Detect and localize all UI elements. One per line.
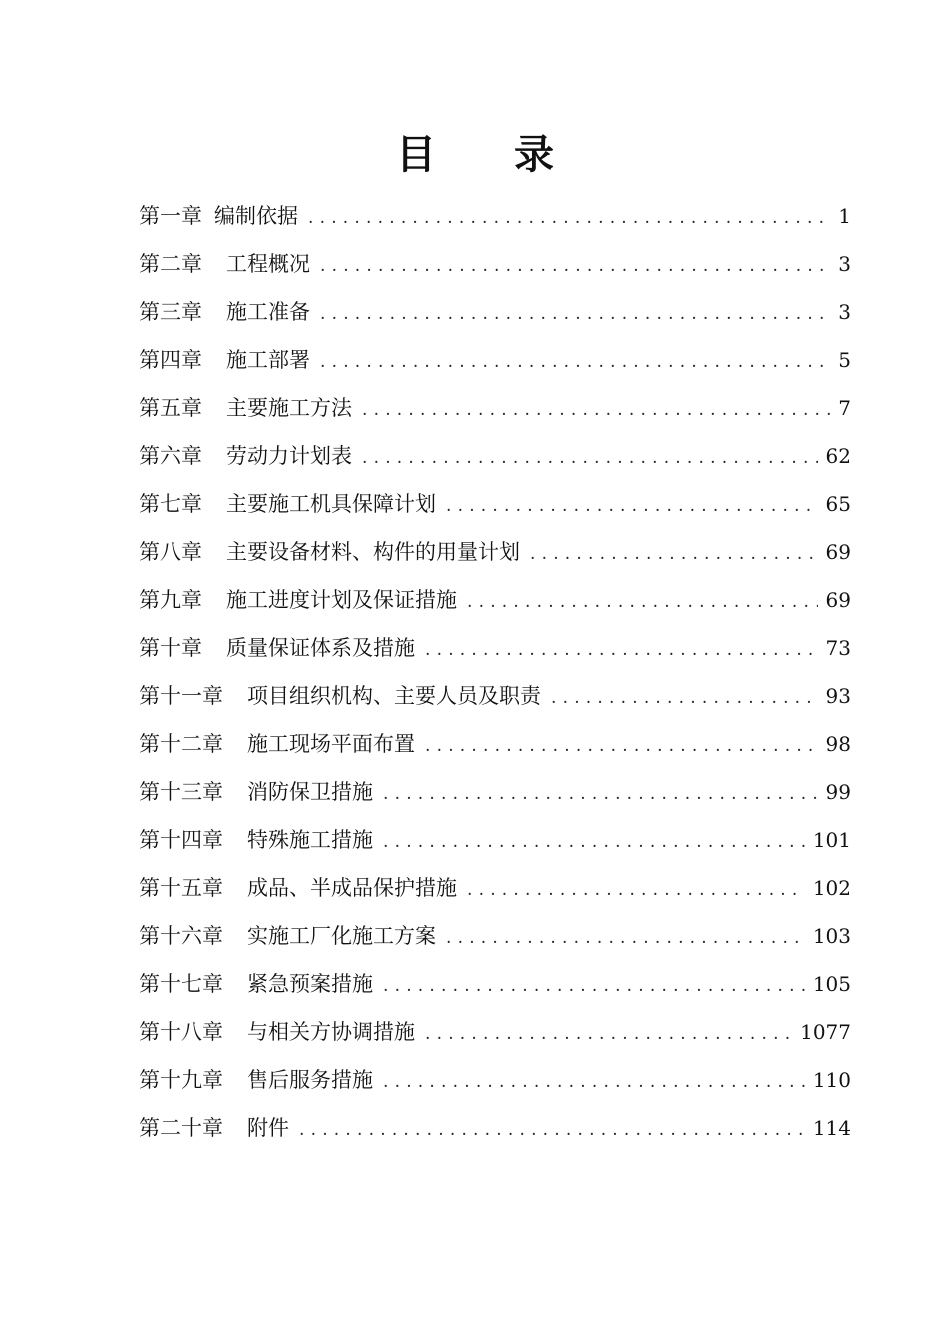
toc-page-number: 62 — [825, 444, 851, 468]
toc-chapter-title: 紧急预案措施 — [247, 972, 373, 996]
toc-entry-17[interactable] — [139, 960, 851, 1008]
toc-dot-leader — [320, 338, 830, 386]
toc-chapter-title: 施工进度计划及保证措施 — [226, 588, 457, 612]
toc-entry-15[interactable] — [139, 864, 851, 912]
toc-dot-leader — [425, 1010, 792, 1058]
toc-page-number: 1 — [838, 204, 851, 228]
toc-entry-2[interactable] — [139, 240, 851, 288]
toc-dot-leader — [530, 530, 818, 578]
toc-chapter-number: 第十二章 — [139, 732, 223, 756]
toc-page-number: 103 — [812, 924, 851, 948]
toc-chapter-number: 第七章 — [139, 492, 202, 516]
toc-page-number: 1077 — [800, 1020, 851, 1044]
toc-chapter-number: 第九章 — [139, 588, 202, 612]
toc-chapter-title: 劳动力计划表 — [226, 444, 352, 468]
toc-page-number: 65 — [825, 492, 851, 516]
toc-chapter-number: 第二十章 — [139, 1116, 223, 1140]
toc-dot-leader — [320, 290, 830, 338]
toc-chapter-title: 编制依据 — [214, 204, 298, 228]
toc-chapter-title: 成品、半成品保护措施 — [247, 876, 457, 900]
toc-dot-leader — [446, 914, 805, 962]
toc-chapter-title: 施工部署 — [226, 348, 310, 372]
toc-chapter-number: 第十九章 — [139, 1068, 223, 1092]
toc-dot-leader — [383, 1058, 805, 1106]
title-char-lu: 录 — [514, 130, 554, 178]
toc-entry-14[interactable] — [139, 816, 851, 864]
table-of-contents — [139, 192, 851, 1152]
toc-chapter-title: 施工准备 — [226, 300, 310, 324]
toc-chapter-title: 项目组织机构、主要人员及职责 — [247, 684, 541, 708]
toc-entry-9[interactable] — [139, 576, 851, 624]
toc-dot-leader — [299, 1106, 805, 1154]
toc-page-number: 110 — [812, 1068, 851, 1092]
toc-chapter-number: 第八章 — [139, 540, 202, 564]
toc-chapter-number: 第五章 — [139, 396, 202, 420]
toc-page-number: 105 — [812, 972, 851, 996]
toc-entry-18[interactable] — [139, 1008, 851, 1056]
toc-dot-leader — [467, 866, 805, 914]
toc-page-number: 3 — [838, 252, 851, 276]
toc-dot-leader — [467, 578, 818, 626]
toc-entry-16[interactable] — [139, 912, 851, 960]
toc-entry-1[interactable] — [139, 192, 851, 240]
toc-chapter-number: 第十七章 — [139, 972, 223, 996]
toc-entry-4[interactable] — [139, 336, 851, 384]
toc-chapter-title: 与相关方协调措施 — [247, 1020, 415, 1044]
toc-chapter-number: 第四章 — [139, 348, 202, 372]
toc-entry-6[interactable] — [139, 432, 851, 480]
toc-page-number: 98 — [825, 732, 851, 756]
toc-entry-7[interactable] — [139, 480, 851, 528]
toc-chapter-number: 第一章 — [139, 204, 202, 228]
toc-page-number: 102 — [812, 876, 851, 900]
toc-dot-leader — [383, 818, 805, 866]
toc-chapter-title: 实施工厂化施工方案 — [247, 924, 436, 948]
toc-entry-10[interactable] — [139, 624, 851, 672]
toc-page-number: 69 — [825, 540, 851, 564]
toc-chapter-title: 主要施工机具保障计划 — [226, 492, 436, 516]
toc-chapter-title: 施工现场平面布置 — [247, 732, 415, 756]
toc-dot-leader — [446, 482, 818, 530]
toc-page-number: 101 — [812, 828, 851, 852]
toc-chapter-title: 主要设备材料、构件的用量计划 — [226, 540, 520, 564]
toc-dot-leader — [362, 434, 818, 482]
toc-entry-11[interactable] — [139, 672, 851, 720]
toc-page-number: 7 — [838, 396, 851, 420]
toc-chapter-number: 第六章 — [139, 444, 202, 468]
toc-dot-leader — [383, 770, 818, 818]
toc-chapter-title: 特殊施工措施 — [247, 828, 373, 852]
toc-page-number: 114 — [812, 1116, 851, 1140]
toc-chapter-number: 第十章 — [139, 636, 202, 660]
toc-page-number: 3 — [838, 300, 851, 324]
toc-chapter-title: 质量保证体系及措施 — [226, 636, 415, 660]
toc-chapter-title: 附件 — [247, 1116, 289, 1140]
toc-page-number: 69 — [825, 588, 851, 612]
toc-chapter-title: 主要施工方法 — [226, 396, 352, 420]
toc-page-number: 5 — [838, 348, 851, 372]
toc-chapter-title: 工程概况 — [226, 252, 310, 276]
toc-chapter-number: 第十五章 — [139, 876, 223, 900]
toc-dot-leader — [551, 674, 818, 722]
toc-chapter-title: 消防保卫措施 — [247, 780, 373, 804]
toc-chapter-number: 第十六章 — [139, 924, 223, 948]
toc-dot-leader — [362, 386, 830, 434]
toc-page-number: 73 — [825, 636, 851, 660]
toc-entry-8[interactable] — [139, 528, 851, 576]
toc-chapter-number: 第三章 — [139, 300, 202, 324]
toc-dot-leader — [308, 194, 830, 242]
toc-dot-leader — [320, 242, 830, 290]
toc-chapter-title: 售后服务措施 — [247, 1068, 373, 1092]
title-char-mu: 目 — [396, 130, 436, 178]
toc-dot-leader — [425, 722, 818, 770]
toc-entry-3[interactable] — [139, 288, 851, 336]
toc-entry-20[interactable] — [139, 1104, 851, 1152]
toc-page-number: 99 — [825, 780, 851, 804]
toc-page-number: 93 — [825, 684, 851, 708]
toc-entry-13[interactable] — [139, 768, 851, 816]
toc-dot-leader — [425, 626, 818, 674]
toc-chapter-number: 第十三章 — [139, 780, 223, 804]
toc-entry-12[interactable] — [139, 720, 851, 768]
toc-chapter-number: 第十一章 — [139, 684, 223, 708]
page-title — [0, 127, 950, 183]
toc-chapter-number: 第二章 — [139, 252, 202, 276]
toc-chapter-number: 第十四章 — [139, 828, 223, 852]
toc-entry-5[interactable] — [139, 384, 851, 432]
toc-dot-leader — [383, 962, 805, 1010]
toc-entry-19[interactable] — [139, 1056, 851, 1104]
toc-chapter-number: 第十八章 — [139, 1020, 223, 1044]
